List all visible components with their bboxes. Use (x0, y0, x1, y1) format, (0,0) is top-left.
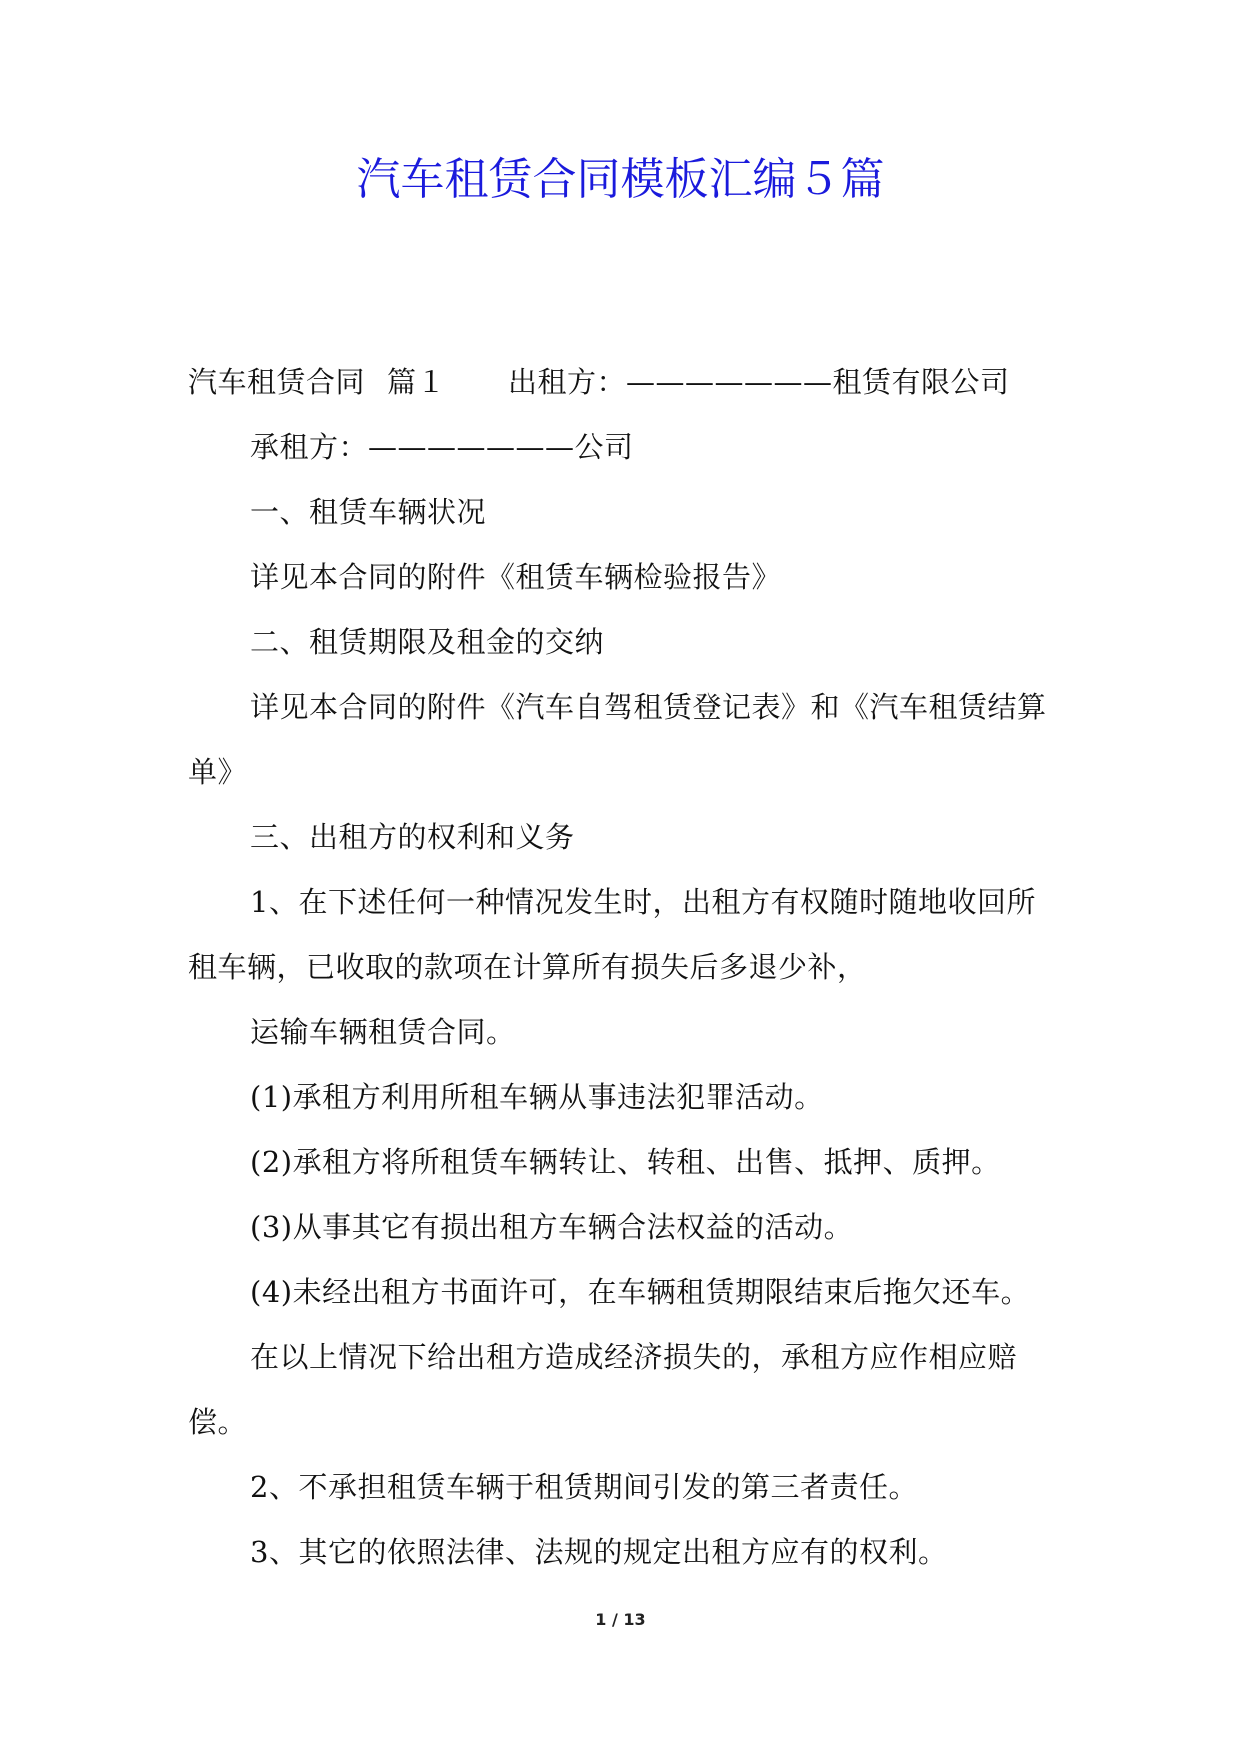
paragraph: 1、在下述任何一种情况发生时，出租方有权随时随地收回所租车辆，已收取的款项在计算所有损失后多退少补， (188, 885, 1036, 984)
list-item: (4)未经出租方书面许可，在车辆租赁期限结束后拖欠还车。 (250, 1275, 1031, 1309)
paragraph: 详见本合同的附件《汽车自驾租赁登记表》和《汽车租赁结算单》 (188, 690, 1047, 789)
section-heading: 三、出租方的权利和义务 (250, 820, 575, 854)
paragraph: 2、不承担租赁车辆于租赁期间引发的第三者责任。 (250, 1470, 918, 1504)
paragraph: 承租方：———————公司 (250, 430, 634, 464)
paragraph: 3、其它的依照法律、法规的规定出租方应有的权利。 (250, 1535, 948, 1569)
first-line (188, 350, 1058, 415)
document-title: 汽车租赁合同模板汇编５篇 (356, 154, 885, 205)
section-heading: 一、租赁车辆状况 (250, 495, 487, 529)
list-item: (1)承租方利用所租车辆从事违法犯罪活动。 (250, 1080, 824, 1114)
paragraph: 运输车辆租赁合同。 (250, 1015, 516, 1049)
list-item: (3)从事其它有损出租方车辆合法权益的活动。 (250, 1210, 854, 1244)
paragraph: 在以上情况下给出租方造成经济损失的，承租方应作相应赔偿。 (188, 1340, 1018, 1439)
lessor-line: 出租方：———————租赁有限公司 (508, 365, 1010, 399)
section-label: 汽车租赁合同 (188, 365, 366, 399)
list-item: (2)承租方将所租赁车辆转让、转租、出售、抵押、质押。 (250, 1145, 1001, 1179)
paragraph: 详见本合同的附件《租赁车辆检验报告》 (250, 560, 782, 594)
document-body (188, 350, 1058, 1585)
section-heading: 二、租赁期限及租金的交纳 (250, 625, 605, 659)
section-number: 篇１ (387, 365, 447, 399)
page-number: 1 / 13 (595, 1610, 646, 1629)
